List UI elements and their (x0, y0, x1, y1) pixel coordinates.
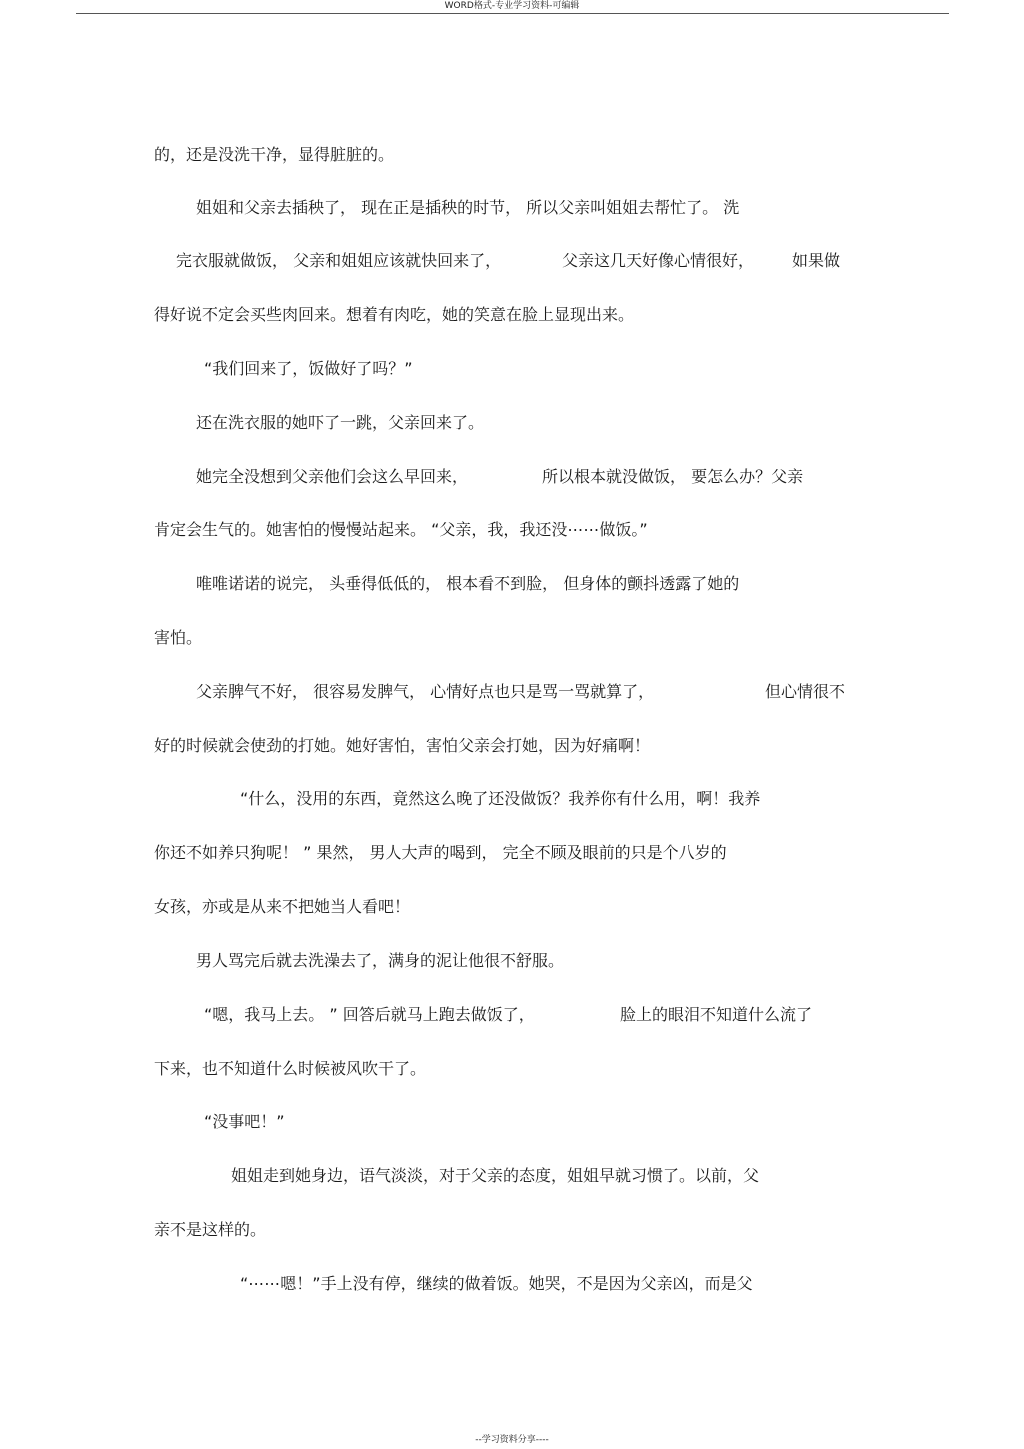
page-header: WORD格式-专业学习资料-可编辑 (444, 1, 580, 11)
text-line: “嗯，我马上去。 ” 回答后就马上跑去做饭了， (204, 1005, 535, 1024)
page-footer: --学习资料分享---- (475, 1435, 549, 1445)
text-line: “没事吧！” (204, 1112, 285, 1131)
text-line: 父亲脾气不好， 很容易发脾气， 心情好点也只是骂一骂就算了， (196, 682, 655, 701)
text-line: 害怕。 (154, 628, 203, 647)
header-divider (76, 13, 949, 14)
text-line: “我们回来了，饭做好了吗？” (204, 359, 413, 378)
text-line: 肯定会生气的。她害怕的慢慢站起来。 “父亲，我，我还没⋯⋯做饭。” (154, 520, 648, 539)
text-line: 男人骂完后就去洗澡去了，满身的泥让他很不舒服。 (196, 951, 565, 970)
text-line: 脸上的眼泪不知道什么流了 (620, 1005, 813, 1024)
text-line: 好的时候就会使劲的打她。她好害怕，害怕父亲会打她，因为好痛啊！ (154, 736, 651, 755)
text-line: 完衣服就做饭， 父亲和姐姐应该就快回来了， (176, 251, 502, 270)
text-line: 所以根本就没做饭， 要怎么办？父亲 (542, 467, 804, 486)
text-line: 得好说不定会买些肉回来。想着有肉吃，她的笑意在脸上显现出来。 (154, 305, 635, 324)
text-line: 她完全没想到父亲他们会这么早回来， (196, 467, 469, 486)
text-line: 的，还是没洗干净，显得脏脏的。 (154, 145, 395, 164)
text-line: 亲不是这样的。 (154, 1220, 267, 1239)
text-line: 女孩，亦或是从来不把她当人看吧！ (154, 897, 411, 916)
text-line: 姐姐和父亲去插秧了， 现在正是插秧的时节， 所以父亲叫姐姐去帮忙了。 洗 (196, 198, 740, 217)
text-line: 唯唯诺诺的说完， 头垂得低低的， 根本看不到脸， 但身体的颤抖透露了她的 (196, 574, 740, 593)
text-line: “什么，没用的东西，竟然这么晚了还没做饭？我养你有什么用，啊！我养 (240, 789, 761, 808)
text-line: 下来，也不知道什么时候被风吹干了。 (154, 1059, 427, 1078)
text-line: 还在洗衣服的她吓了一跳，父亲回来了。 (196, 413, 485, 432)
text-line: “⋯⋯嗯！”手上没有停，继续的做着饭。她哭，不是因为父亲凶，而是父 (240, 1274, 753, 1293)
text-line: 你还不如养只狗呢！ ” 果然， 男人大声的喝到， 完全不顾及眼前的只是个八岁的 (154, 843, 727, 862)
text-line: 如果做 (792, 251, 841, 270)
text-line: 姐姐走到她身边，语气淡淡，对于父亲的态度，姐姐早就习惯了。以前，父 (231, 1166, 760, 1185)
text-line: 但心情很不 (765, 682, 846, 701)
text-line: 父亲这几天好像心情很好， (562, 251, 755, 270)
